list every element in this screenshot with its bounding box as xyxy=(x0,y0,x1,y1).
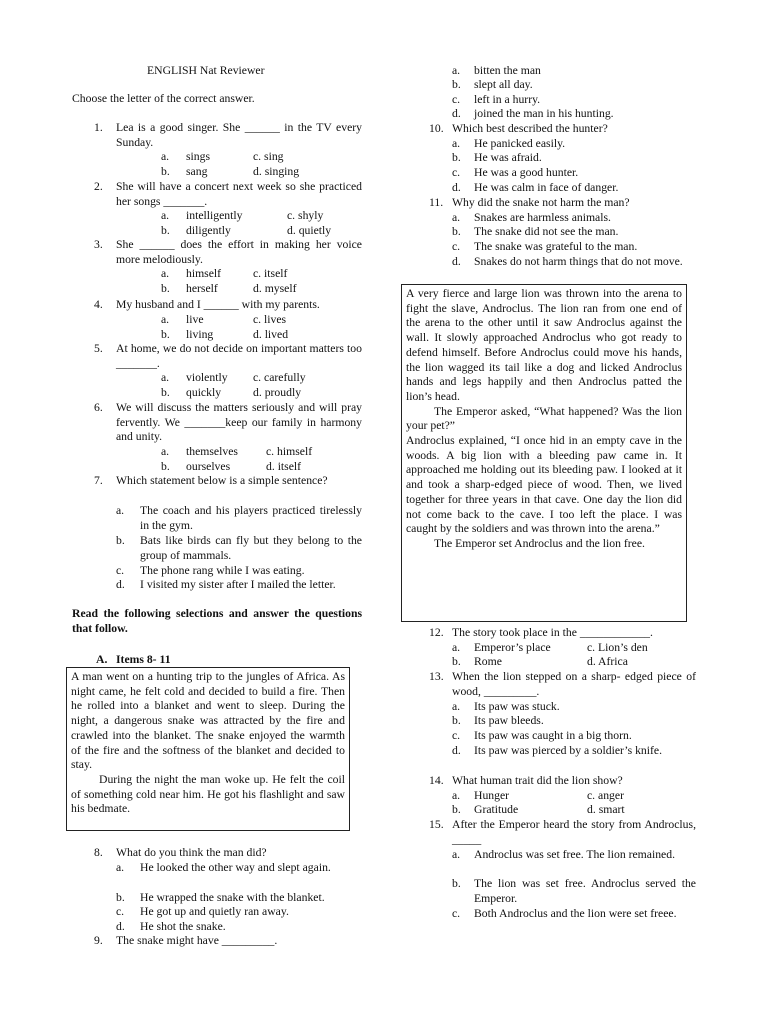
option-label: a. xyxy=(161,267,170,280)
option-d: d. Africa xyxy=(587,655,628,668)
question-text: She ______ does the effort in making her voice more melodiously. xyxy=(116,238,362,266)
option-label: a. xyxy=(452,641,461,654)
option-label: b. xyxy=(452,803,461,816)
question-number: 9. xyxy=(94,934,103,947)
option-label: b. xyxy=(452,714,461,727)
option-label: a. xyxy=(452,789,461,802)
option-label: c. xyxy=(452,93,461,106)
option-c: c. Lion’s den xyxy=(587,641,648,654)
question-text: At home, we do not decide on important matters too _______. xyxy=(116,342,362,370)
story-paragraph: The Emperor set Androclus and the lion free. xyxy=(434,536,645,550)
question-text: My husband and I ______ with my parents. xyxy=(116,298,320,311)
question-text: Lea is a good singer. She ______ in the TV every Sunday. xyxy=(116,121,362,149)
question-number: 12. xyxy=(429,626,444,639)
section-a-title: Items 8- 11 xyxy=(116,653,171,666)
option-text: slept all day. xyxy=(474,78,533,91)
page-title: ENGLISH Nat Reviewer xyxy=(147,64,265,77)
option-text: Rome xyxy=(474,655,502,668)
option-text: Its paw bleeds. xyxy=(474,714,544,727)
question-number: 2. xyxy=(94,180,103,193)
option-text: Its paw was caught in a big thorn. xyxy=(474,729,632,742)
story-box-hunter xyxy=(66,667,350,831)
option-text: Hunger xyxy=(474,789,510,802)
option-text: Androclus was set free. The lion remained. xyxy=(474,848,676,861)
option-text: herself xyxy=(186,282,218,295)
question-text: What human trait did the lion show? xyxy=(452,774,623,787)
option-label: b. xyxy=(452,225,461,238)
option-label: a. xyxy=(161,150,170,163)
option-label: c. xyxy=(452,166,461,179)
option-d: d. quietly xyxy=(287,224,332,237)
question-number: 8. xyxy=(94,846,103,859)
option-text: Emperor’s place xyxy=(474,641,551,654)
option-label: a. xyxy=(452,848,461,861)
option-text: living xyxy=(186,328,214,341)
option-text: quickly xyxy=(186,386,222,399)
reading-instructions: Read the following selections and answer the questions that follow. xyxy=(72,607,362,635)
option-d: d. singing xyxy=(253,165,300,178)
option-c: c. itself xyxy=(253,267,288,280)
option-text: The snake was grateful to the man. xyxy=(474,240,638,253)
option-text: Gratitude xyxy=(474,803,519,816)
option-c: c. himself xyxy=(266,445,313,458)
option-text: Snakes are harmless animals. xyxy=(474,211,611,224)
option-label: d. xyxy=(452,744,461,757)
option-text: Its paw was pierced by a soldier’s knife. xyxy=(474,744,663,757)
section-a-label: A. xyxy=(96,653,108,666)
question-text: After the Emperor heard the story from Androclus, _____ xyxy=(452,818,696,846)
option-c: c. sing xyxy=(253,150,284,163)
option-text: The coach and his players practiced tirelessly in the gym. xyxy=(140,504,362,532)
question-number: 4. xyxy=(94,298,103,311)
question-text: Which statement below is a simple sentence? xyxy=(116,474,328,487)
option-text: He wrapped the snake with the blanket. xyxy=(140,891,325,904)
option-label: b. xyxy=(116,891,125,904)
option-label: b. xyxy=(116,534,125,547)
option-label: c. xyxy=(116,905,125,918)
story-paragraph: Androclus explained, “I once hid in an empty cave in the woods. A big lion with a bleeding paw came in. It approached me holding out its bleeding paw. I looked at it and took a sharp-edged piece of wood. Then, we lived together for three years in that cave. One day the lion did not come back to the cave. I too left the place. I was caught by the soldiers and was thrown into the arena.” xyxy=(406,434,682,536)
story-paragraph: The Emperor asked, “What happened? Was the lion your pet?” xyxy=(406,404,682,433)
option-label: a. xyxy=(452,700,461,713)
question-text: Which best described the hunter? xyxy=(452,122,608,135)
option-label: a. xyxy=(452,64,461,77)
option-label: d. xyxy=(452,255,461,268)
option-text: ourselves xyxy=(186,460,231,473)
option-text: The lion was set free. Androclus served the Emperor. xyxy=(474,877,696,905)
option-label: d. xyxy=(116,920,125,933)
option-d: d. myself xyxy=(253,282,297,295)
option-label: b. xyxy=(161,165,170,178)
question-number: 6. xyxy=(94,401,103,414)
question-number: 15. xyxy=(429,818,444,831)
option-label: b. xyxy=(161,328,170,341)
option-label: a. xyxy=(161,371,170,384)
question-text: The snake might have _________. xyxy=(116,934,278,947)
option-text: The snake did not see the man. xyxy=(474,225,619,238)
option-label: b. xyxy=(161,224,170,237)
question-number: 3. xyxy=(94,238,103,251)
option-label: b. xyxy=(161,282,170,295)
option-label: a. xyxy=(116,861,125,874)
option-text: himself xyxy=(186,267,222,280)
option-text: joined the man in his hunting. xyxy=(474,107,614,120)
option-text: violently xyxy=(186,371,228,384)
question-text: Why did the snake not harm the man? xyxy=(452,196,630,209)
option-text: Bats like birds can fly but they belong to the group of mammals. xyxy=(140,534,362,562)
question-text: She will have a concert next week so she practiced her songs _______. xyxy=(116,180,362,208)
option-label: a. xyxy=(452,137,461,150)
question-text: We will discuss the matters seriously and will pray fervently. We _______keep our family in harmony and unity. xyxy=(116,401,362,444)
question-number: 1. xyxy=(94,121,103,134)
option-label: b. xyxy=(452,151,461,164)
option-c: c. carefully xyxy=(253,371,306,384)
option-text: He looked the other way and slept again. xyxy=(140,861,331,874)
question-text: When the lion stepped on a sharp- edged piece of wood, _________. xyxy=(452,670,696,698)
option-text: I visited my sister after I mailed the letter. xyxy=(140,578,336,591)
option-label: b. xyxy=(452,655,461,668)
option-text: sang xyxy=(186,165,208,178)
option-d: d. itself xyxy=(266,460,302,473)
question-number: 7. xyxy=(94,474,103,487)
option-text: He was a good hunter. xyxy=(474,166,579,179)
option-text: diligently xyxy=(186,224,231,237)
option-label: d. xyxy=(452,181,461,194)
option-text: live xyxy=(186,313,204,326)
option-label: c. xyxy=(452,729,461,742)
option-text: Both Androclus and the lion were set freee. xyxy=(474,907,677,920)
option-text: intelligently xyxy=(186,209,243,222)
story-box-androclus xyxy=(401,284,687,622)
option-label: b. xyxy=(452,877,461,890)
option-label: b. xyxy=(161,386,170,399)
option-text: sings xyxy=(186,150,211,163)
option-text: bitten the man xyxy=(474,64,541,77)
option-label: a. xyxy=(161,209,170,222)
story-paragraph: A man went on a hunting trip to the jungles of Africa. As night came, he felt cold and decided to build a fire. Then he rolled into a blanket and went to sleep. During the night, a dangerous snake was attracted by the fire and crawled into the blanket. The snake enjoyed the warmth of the fire and the softness of the blanket and decided to stay. xyxy=(71,670,345,772)
option-label: d. xyxy=(452,107,461,120)
option-c: c. shyly xyxy=(287,209,324,222)
option-c: c. anger xyxy=(587,789,624,802)
question-number: 5. xyxy=(94,342,103,355)
question-number: 14. xyxy=(429,774,444,787)
story-paragraph: During the night the man woke up. He felt the coil of something cold near him. He got his flashlight and saw his bedmate. xyxy=(71,772,345,816)
option-d: d. proudly xyxy=(253,386,302,399)
option-text: Its paw was stuck. xyxy=(474,700,560,713)
option-text: He was calm in face of danger. xyxy=(474,181,619,194)
option-text: He shot the snake. xyxy=(140,920,226,933)
option-label: a. xyxy=(161,445,170,458)
option-text: He was afraid. xyxy=(474,151,542,164)
option-label: a. xyxy=(116,504,125,517)
option-text: He panicked easily. xyxy=(474,137,566,150)
option-text: The phone rang while I was eating. xyxy=(140,564,305,577)
option-text: themselves xyxy=(186,445,238,458)
option-label: c. xyxy=(452,907,461,920)
option-label: c. xyxy=(452,240,461,253)
option-text: left in a hurry. xyxy=(474,93,541,106)
question-text: The story took place in the ____________. xyxy=(452,626,653,639)
option-label: b. xyxy=(452,78,461,91)
option-c: c. lives xyxy=(253,313,287,326)
option-text: Snakes do not harm things that do not move. xyxy=(474,255,683,268)
option-label: b. xyxy=(161,460,170,473)
option-label: a. xyxy=(161,313,170,326)
option-label: a. xyxy=(452,211,461,224)
question-number: 11. xyxy=(429,196,444,209)
question-number: 10. xyxy=(429,122,444,135)
option-d: d. lived xyxy=(253,328,289,341)
option-d: d. smart xyxy=(587,803,625,816)
option-label: d. xyxy=(116,578,125,591)
instructions: Choose the letter of the correct answer. xyxy=(72,92,255,105)
story-paragraph: A very fierce and large lion was thrown into the arena to fight the slave, Androclus. The lion ran from one end of the arena to the other until it saw Androclus against the wall. It slowly approached Androclus who got ready to defend himself. Before Androclus could move his hands, the lion wagged its tail like a dog and licked Androclus hands and legs happily and then Androclus patted the lion’s head. xyxy=(406,287,682,403)
question-text: What do you think the man did? xyxy=(116,846,267,859)
question-number: 13. xyxy=(429,670,444,683)
option-label: c. xyxy=(116,564,125,577)
option-text: He got up and quietly ran away. xyxy=(140,905,289,918)
